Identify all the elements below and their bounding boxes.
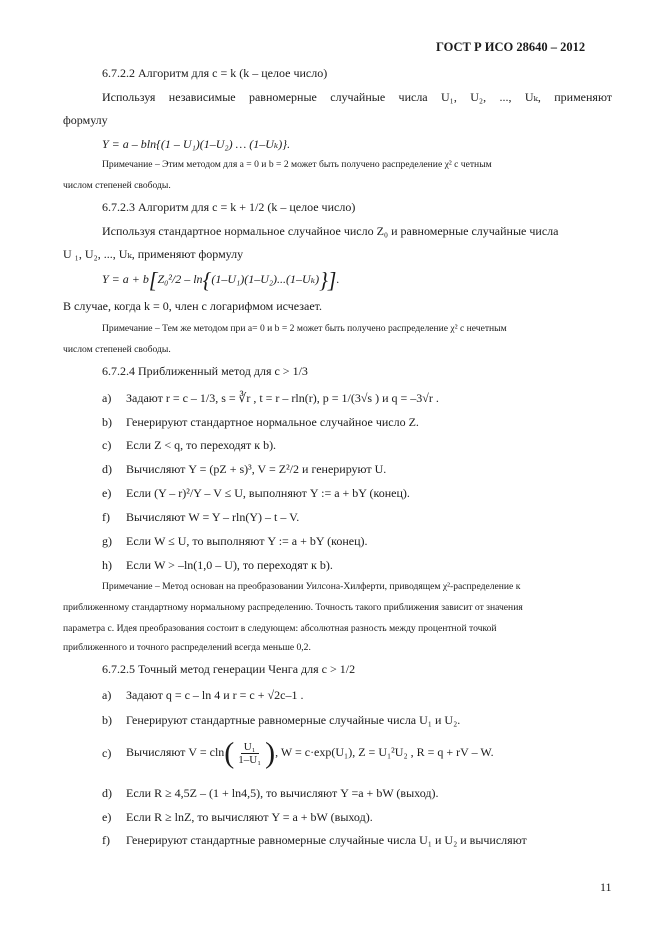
formula-part: Z₀²/2 – ln (157, 272, 203, 286)
list-item-letter: h) (102, 558, 112, 572)
list-item-letter: a) (102, 391, 112, 405)
note-line: Примечание – Метод основан на преобразовании Уилсона-Хилферти, приводящем χ²-распределение к (102, 581, 521, 592)
formula-part: (1–U₁)(1–U₂)...(1–Uₖ) (211, 272, 320, 286)
list-item-letter: b) (102, 713, 112, 727)
note-line: Примечание – Тем же методом при a= 0 и b = 2 может быть получено распределение χ² с нечетным (102, 323, 507, 334)
paragraph-line: U ₁, U₂, ..., Uₖ, применяют формулу (63, 247, 244, 261)
fraction-denominator: 1–U₁ (238, 753, 262, 766)
note-line: приближенному стандартному нормальному распределению. Точность такого приближения зависит от значения (63, 602, 523, 613)
paragraph-line: Используя стандартное нормальное случайное число Z₀ и равномерные случайные числа (102, 224, 559, 238)
list-item-letter: e) (102, 810, 112, 824)
list-item-letter: d) (102, 786, 112, 800)
list-item-letter: g) (102, 534, 112, 548)
list-item-formula (126, 734, 494, 771)
list-item-letter: a) (102, 688, 112, 702)
brace-open: { (202, 267, 212, 293)
list-item-text: Задают r = c – 1/3, s = ∛r , t = r – rln(r), p = 1/(3√s ) и q = –3√r . (126, 391, 439, 405)
paragraph-line: формулу (63, 113, 108, 127)
formula-part: Y = a + b (102, 272, 149, 286)
note-line: числом степеней свободы. (63, 180, 171, 191)
list-item-text: Задают q = c – ln 4 и r = c + √2c–1 . (126, 688, 304, 702)
bracket-close: ] (327, 267, 337, 293)
paren-open: ( (224, 736, 235, 770)
note-line: приближенного и точного распределений всегда меньше 0,2. (63, 642, 311, 653)
list-item-letter: d) (102, 462, 112, 476)
formula-part: . (336, 272, 340, 286)
list-item-letter: f) (102, 833, 110, 847)
list-item-text: Если R ≥ lnZ, то вычисляют Y = a + bW (выход). (126, 810, 373, 824)
section-heading-6-7-2-5: 6.7.2.5 Точный метод генерации Ченга для c > 1/2 (102, 662, 356, 676)
list-item-text: Если (Y – r)²/Y – V ≤ U, выполняют Y := a + bY (конец). (126, 486, 410, 500)
document-standard-code: ГОСТ Р ИСО 28640 – 2012 (436, 40, 586, 54)
note-line: параметра c. Идея преобразования состоит в следующем: абсолютная разность между процентной точкой (63, 623, 497, 634)
list-item-text: Если Z < q, то переходят к b). (126, 438, 277, 452)
list-item-letter: b) (102, 415, 112, 429)
brace-close: } (319, 267, 328, 293)
formula: Y = a – bln{(1 – U₁)(1–U₂) … (1–Uₖ)}. (102, 137, 291, 151)
list-item-text: Вычисляют W = Y – rln(Y) – t – V. (126, 510, 300, 524)
formula-part: Вычисляют V = cln (126, 745, 225, 759)
section-heading-6-7-2-3: 6.7.2.3 Алгоритм для c = k + 1/2 (k – целое число) (102, 200, 356, 214)
paragraph-line: Используя независимые равномерные случайные числа U₁, U₂, ..., Uₖ, применяют (102, 90, 612, 104)
list-item-text: Генерируют стандартные равномерные случайные числа U₁ и U₂ и вычисляют (126, 833, 527, 847)
fraction (236, 741, 263, 766)
list-item-text: Если R ≥ 4,5Z – (1 + ln4,5), то вычисляют Y =a + bW (выход). (126, 786, 439, 800)
list-item-letter: f) (102, 510, 110, 524)
list-item-letter: c) (102, 746, 112, 760)
section-heading-6-7-2-4: 6.7.2.4 Приближенный метод для c > 1/3 (102, 364, 308, 378)
list-item-text: Если W > –ln(1,0 – U), то переходят к b). (126, 558, 333, 572)
list-item-text: Вычисляют Y = (pZ + s)³, V = Z²/2 и генерируют U. (126, 462, 387, 476)
formula (102, 266, 339, 293)
section-heading-6-7-2-2: 6.7.2.2 Алгоритм для c = k (k – целое число) (102, 66, 328, 80)
sentence: В случае, когда k = 0, член с логарифмом исчезает. (63, 299, 322, 313)
page-number: 11 (600, 880, 612, 894)
paren-close: ) (265, 736, 276, 770)
bracket-open: [ (148, 267, 158, 293)
list-item-letter: e) (102, 486, 112, 500)
note-line: Примечание – Этим методом для a = 0 и b = 2 может быть получено распределение χ² с четным (102, 159, 492, 170)
fraction-numerator: U₁ (241, 741, 259, 754)
list-item-text: Если W ≤ U, то выполняют Y := a + bY (конец). (126, 534, 368, 548)
formula-part: , W = c·exp(U₁), Z = U₁²U₂ , R = q + rV – W. (275, 745, 494, 759)
list-item-text: Генерируют стандартное нормальное случайное число Z. (126, 415, 419, 429)
note-line: числом степеней свободы. (63, 344, 171, 355)
list-item-letter: c) (102, 438, 112, 452)
list-item-text: Генерируют стандартные равномерные случайные числа U₁ и U₂. (126, 713, 461, 727)
